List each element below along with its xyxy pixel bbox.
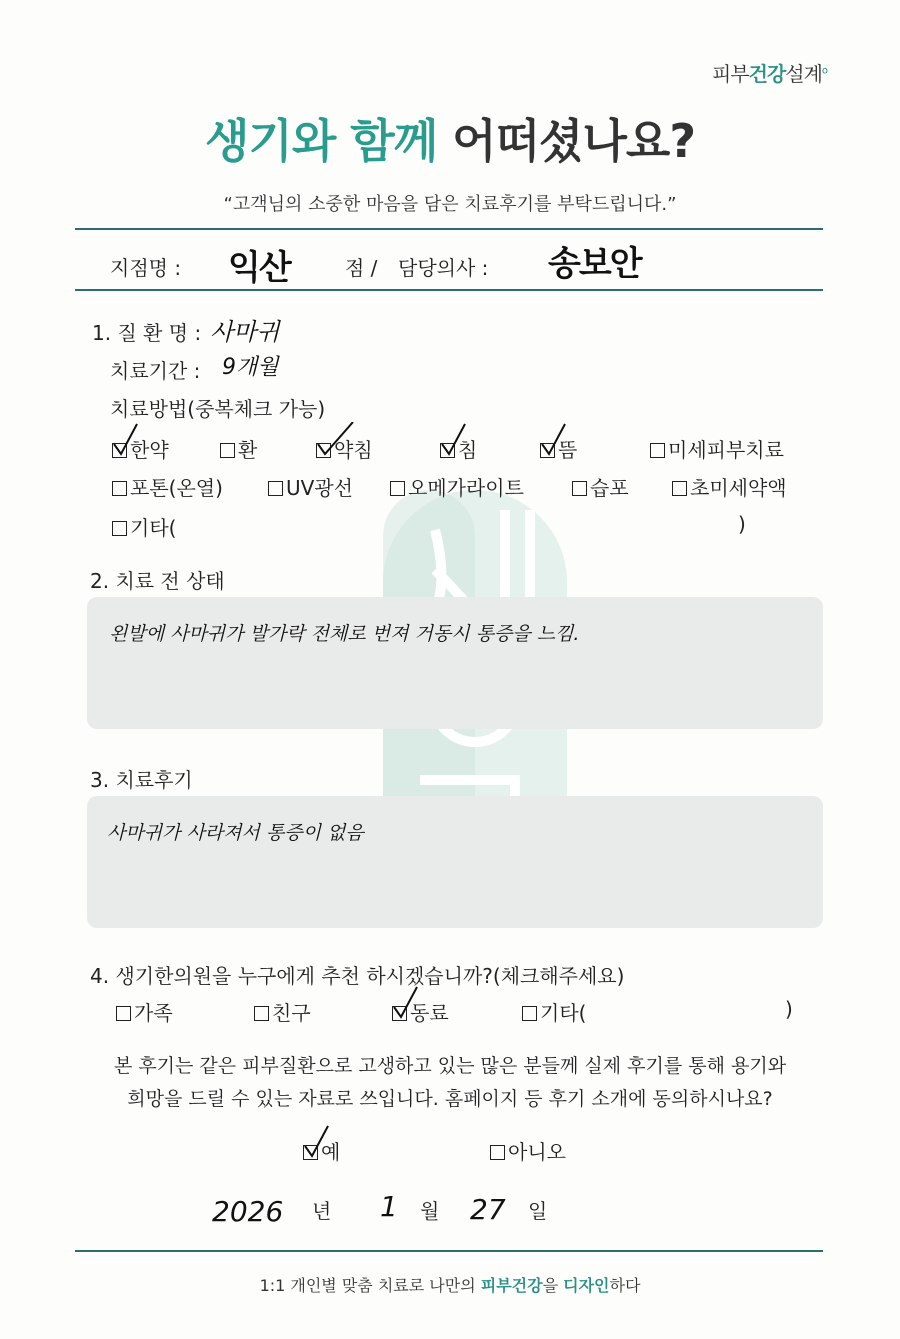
- footer-line: [75, 1250, 823, 1252]
- disease-label: 1. 질 환 명 :: [92, 321, 202, 345]
- recommend-family[interactable]: [116, 997, 173, 1026]
- checkbox[interactable]: [220, 443, 235, 458]
- checkmark-icon: [539, 422, 579, 458]
- option-label: 기타(: [130, 516, 177, 540]
- consent-line-2: 희망을 드릴 수 있는 자료로 쓰입니다. 홈페이지 등 후기 소개에 동의하시나요?: [127, 1088, 773, 1110]
- method-label: 치료방법(중복체크 가능): [110, 397, 326, 421]
- option-label: UV광선: [286, 476, 353, 500]
- option-label: 침: [458, 438, 478, 462]
- consent-yes[interactable]: [303, 1136, 340, 1165]
- checkbox[interactable]: [390, 481, 405, 496]
- option-omegalight[interactable]: [390, 472, 524, 501]
- brand-highlight: 건강: [748, 62, 786, 86]
- footer-part3: 하다: [609, 1276, 641, 1295]
- footer-part2: 을: [542, 1276, 564, 1295]
- disease-value[interactable]: 사마귀: [210, 318, 280, 346]
- option-label: 동료: [410, 1001, 449, 1025]
- checkbox[interactable]: [116, 1006, 131, 1021]
- option-label: 초미세약액: [690, 476, 787, 500]
- option-label: 오메가라이트: [408, 476, 524, 500]
- section-heading-review: 3. 치료후기: [90, 768, 193, 792]
- section-heading-recommend: 4. 생기한의원을 누구에게 추천 하시겠습니까?(체크해주세요): [90, 964, 625, 988]
- checkbox[interactable]: [112, 443, 127, 458]
- option-compress[interactable]: [572, 472, 629, 501]
- brand-logo: [712, 58, 827, 87]
- review-panel[interactable]: [87, 796, 823, 928]
- checkbox[interactable]: [540, 443, 555, 458]
- checkmark-icon: [302, 1124, 342, 1160]
- checkbox[interactable]: [522, 1006, 537, 1021]
- option-label: 미세피부치료: [668, 438, 784, 462]
- review-text: 사마귀가 사라져서 통증이 없음: [107, 822, 364, 844]
- title-dark: 어떠셨나요?: [452, 114, 696, 168]
- checkmark-icon: [391, 985, 431, 1021]
- date-month[interactable]: 1: [380, 1190, 398, 1223]
- checkbox[interactable]: [316, 443, 331, 458]
- option-uv[interactable]: [268, 472, 353, 501]
- checkbox[interactable]: [392, 1006, 407, 1021]
- before-state-text: 왼발에 사마귀가 발가락 전체로 번져 거동시 통증을 느낌.: [109, 623, 580, 645]
- option-ultrafine[interactable]: [672, 472, 787, 501]
- checkbox[interactable]: [572, 481, 587, 496]
- option-label: 아니오: [508, 1140, 566, 1164]
- branch-suffix: 점 /: [345, 256, 378, 280]
- branch-label: 지점명 :: [110, 256, 182, 280]
- before-state-panel[interactable]: [87, 597, 823, 729]
- checkbox[interactable]: [440, 443, 455, 458]
- brand-prefix: 피부: [712, 62, 749, 86]
- footer-slogan: [0, 1273, 900, 1296]
- footer-highlight2: 디자인: [563, 1276, 610, 1295]
- page-title: [0, 105, 900, 171]
- doctor-label: 담당의사 :: [398, 256, 489, 280]
- option-label: 친구: [272, 1001, 311, 1025]
- header-bottom-line: [75, 289, 823, 291]
- consent-no[interactable]: [490, 1136, 566, 1165]
- recommend-friend[interactable]: [254, 997, 311, 1026]
- branch-value[interactable]: 익산: [228, 248, 290, 288]
- subtitle: “고객님의 소중한 마음을 담은 치료후기를 부탁드립니다.”: [223, 194, 677, 215]
- option-label: 기타(: [540, 1001, 587, 1025]
- option-herbal[interactable]: [112, 434, 169, 463]
- option-other-close: ): [738, 512, 746, 536]
- footer-highlight: 피부건강: [480, 1276, 543, 1295]
- date-year-label: 년: [312, 1199, 332, 1223]
- option-photon[interactable]: [112, 472, 223, 501]
- checkmark-icon: [111, 422, 151, 458]
- brand-mark-icon: o: [821, 65, 828, 77]
- section-heading-before: 2. 치료 전 상태: [90, 569, 225, 593]
- option-label: 한약: [130, 438, 169, 462]
- checkbox[interactable]: [112, 521, 127, 536]
- checkbox[interactable]: [672, 481, 687, 496]
- checkbox[interactable]: [112, 481, 127, 496]
- checkbox[interactable]: [490, 1145, 505, 1160]
- header-top-line: [75, 228, 823, 230]
- option-moxibustion[interactable]: [540, 434, 577, 463]
- period-value[interactable]: 9개월: [222, 355, 279, 380]
- option-label: 예: [321, 1140, 341, 1164]
- title-teal: 생기와 함께: [204, 114, 453, 168]
- option-label: 가족: [134, 1001, 173, 1025]
- option-label: 포톤(온열): [130, 476, 223, 500]
- option-acupuncture[interactable]: [440, 434, 477, 463]
- option-label: 환: [238, 438, 258, 462]
- brand-suffix: 설계: [785, 62, 822, 86]
- footer-part1: 1:1 개인별 맞춤 치료로 나만의: [259, 1276, 481, 1295]
- option-pharmacopuncture[interactable]: [316, 434, 373, 463]
- doctor-value[interactable]: 송보안: [548, 244, 641, 284]
- option-other[interactable]: [112, 512, 176, 541]
- checkbox[interactable]: [254, 1006, 269, 1021]
- option-label: 뜸: [558, 438, 578, 462]
- recommend-other-close: ): [785, 997, 793, 1021]
- checkmark-icon: [439, 422, 479, 458]
- option-micro-skin[interactable]: [650, 434, 784, 463]
- consent-line-1: 본 후기는 같은 피부질환으로 고생하고 있는 많은 분들께 실제 후기를 통해 용기와: [113, 1055, 787, 1077]
- date-month-label: 월: [420, 1199, 440, 1223]
- option-pill[interactable]: [220, 434, 257, 463]
- option-label: 습포: [590, 476, 629, 500]
- checkbox[interactable]: [268, 481, 283, 496]
- date-day-label: 일: [528, 1199, 548, 1223]
- recommend-other[interactable]: [522, 997, 586, 1026]
- recommend-colleague[interactable]: [392, 997, 449, 1026]
- option-label: 약침: [334, 438, 373, 462]
- date-day[interactable]: 27: [470, 1193, 506, 1226]
- checkbox[interactable]: [303, 1145, 318, 1160]
- period-label: 치료기간 :: [110, 359, 201, 383]
- checkmark-icon: [315, 422, 355, 458]
- date-year[interactable]: 2026: [212, 1195, 284, 1228]
- checkbox[interactable]: [650, 443, 665, 458]
